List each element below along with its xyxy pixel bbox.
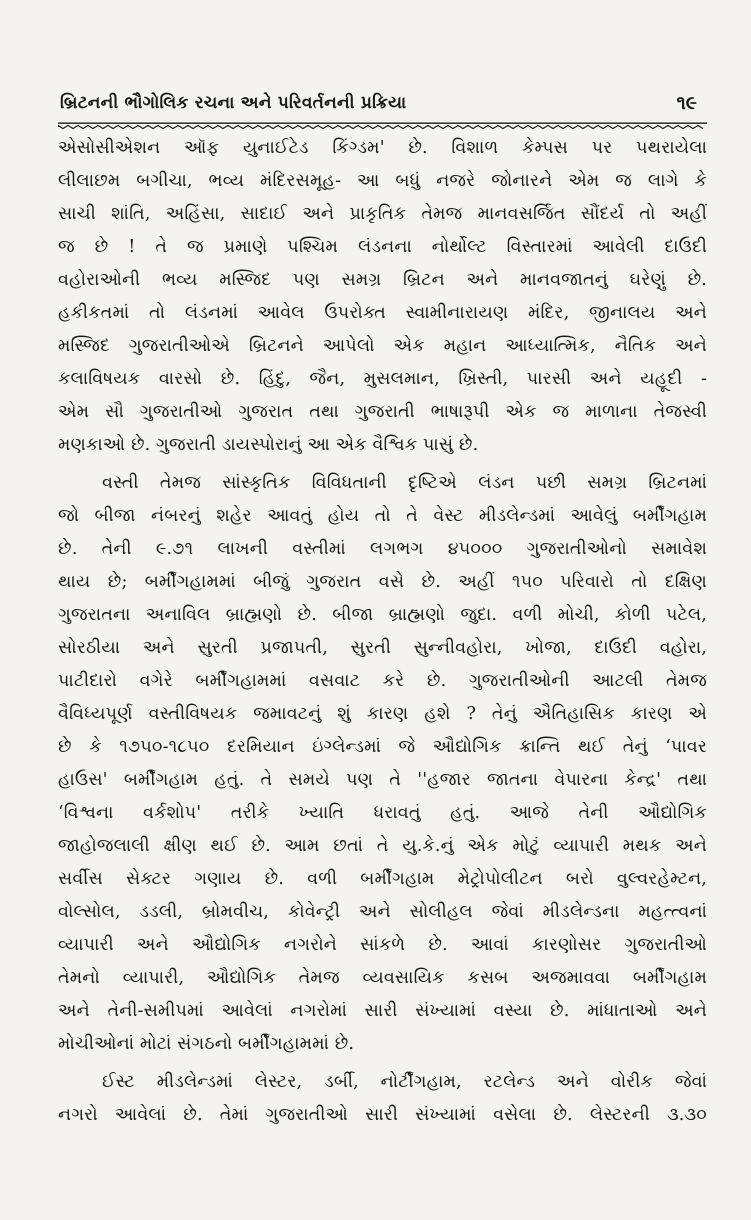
text-line: એમ સૌ ગુજરાતીઓ ગુજરાત તથા ગુજરાતી ભાષારૂપી એક જ માળાના તેજસ્વી bbox=[58, 402, 707, 422]
text-line: સોરઠીયા અને સુરતી પ્રજાપતી, સુરતી સુન્નીવહોરા, ખોજા, દાઉદી વહોરા, bbox=[58, 638, 707, 658]
text-line: તેમનો વ્યાપારી, ઔદ્યોગિક તેમજ વ્યવસાયિક કસબ અજમાવવા બર્મીંગહામ bbox=[58, 968, 707, 988]
text-line: વોલ્સોલ, ડડલી, બ્રોમવીચ, કોવેન્ટ્રી અને સોલીહલ જેવાં મીડલેન્ડના મહત્ત્વનાં bbox=[58, 902, 707, 922]
text-line: હાઉસ' બર્મીંગહામ હતું. તે સમયે પણ તે ''હજાર જાતના વેપારના કેન્દ્ર' તથા bbox=[58, 770, 707, 790]
text-line: અને તેની-સમીપમાં આવેલાં નગરોમાં સારી સંખ્યામાં વસ્યા છે. માંધાતાઓ અને bbox=[58, 1001, 707, 1021]
text-line: જો બીજા નંબરનું શહેર આવતું હોય તો તે વેસ્ટ મીડલેન્ડમાં આવેલું બર્મીંગહામ bbox=[58, 506, 707, 526]
header-rule bbox=[58, 122, 707, 130]
wavy-rule-ornament bbox=[58, 122, 707, 130]
paragraph-1 bbox=[58, 132, 707, 462]
text-line: સાચી શાંતિ, અહિંસા, સાદાઈ અને પ્રાકૃતિક તેમજ માનવસર્જિત સૌંદર્ય તો અહીં bbox=[58, 204, 707, 224]
chapter-title: બ્રિટનની ભૌગોલિક રચના અને પરિવર્તનની પ્રક્રિયા bbox=[60, 93, 407, 113]
text-line: મસ્જિદ ગુજરાતીઓએ બ્રિટનને આપેલો એક મહાન આધ્યાત્મિક, નૈતિક અને bbox=[58, 336, 707, 356]
paragraph-3 bbox=[58, 1066, 707, 1132]
text-line: સર્વીસ સેક્ટર ગણાય છે. વળી બર્મીંગહામ મેટ્રોપોલીટન બરો વુલ્વરહેમ્ટન, bbox=[58, 869, 707, 889]
text-line: એસોસીએશન ઑફ યુનાઈટેડ કિંગ્ડમ' છે. વિશાળ કેમ્પસ પર પથરાયેલા bbox=[58, 138, 707, 158]
text-line: થાય છે; બર્મીંગહામમાં બીજું ગુજરાત વસે છે. અહીં ૧૫૦ પરિવારો તો દક્ષિણ bbox=[58, 572, 707, 592]
text-line: વહોરાઓની ભવ્ય મસ્જિદ પણ સમગ્ર બ્રિટન અને માનવજાતનું ઘરેણું છે. bbox=[58, 270, 707, 290]
text-line: નગરો આવેલાં છે. તેમાં ગુજરાતીઓ સારી સંખ્યામાં વસેલા છે. લેસ્ટરની ૩.૩૦ bbox=[58, 1105, 707, 1125]
text-line: મણકાઓ છે. ગુજરાતી ડાયસ્પોરાનું આ એક વૈશ્વિક પાસું છે. bbox=[58, 435, 479, 455]
text-line: છે કે ૧૭૫૦-૧૮૫૦ દરમિયાન ઇંગ્લેન્ડમાં જે ઔદ્યોગિક ક્રાન્તિ થઈ તેનું ‘પાવર bbox=[58, 737, 707, 757]
text-line: વસ્તી તેમજ સાંસ્કૃતિક વિવિધતાની દૃષ્ટિએ લંડન પછી સમગ્ર બ્રિટનમાં bbox=[102, 473, 707, 493]
text-line: હકીકતમાં તો લંડનમાં આવેલ ઉપરોક્ત સ્વામીનારાયણ મંદિર, જીનાલય અને bbox=[58, 303, 707, 323]
text-line: જ છે ! તે જ પ્રમાણે પશ્ચિમ લંડનના નોર્થોલ્ટ વિસ્તારમાં આવેલી દાઉદી bbox=[58, 237, 707, 257]
text-line: વ્યાપારી અને ઔદ્યોગિક નગરોને સાંકળે છે. આવાં કારણોસર ગુજરાતીઓ bbox=[58, 935, 707, 955]
text-line: ઈસ્ટ મીડલેન્ડમાં લેસ્ટર, ડર્બી, નોર્ટીંગહામ, રટલેન્ડ અને વોરીક જેવાં bbox=[102, 1072, 707, 1092]
text-line: પાટીદારો વગેરે બર્મીંગહામમાં વસવાટ કરે છે. ગુજરાતીઓની આટલી તેમજ bbox=[58, 671, 707, 691]
text-line: છે. તેની ૯.૭૧ લાખની વસ્તીમાં લગભગ ૪૫૦૦૦ ગુજરાતીઓનો સમાવેશ bbox=[58, 539, 707, 559]
body-text bbox=[58, 132, 707, 1132]
text-line: ગુજરાતના અનાવિલ બ્રાહ્મણો છે. બીજા બ્રાહ્મણો જુદા. વળી મોચી, કોળી પટેલ, bbox=[58, 605, 707, 625]
text-line: ‘વિશ્વના વર્કશોપ' તરીકે ખ્યાતિ ધરાવતું હતું. આજે તેની ઔદ્યોગિક bbox=[58, 803, 707, 823]
text-line: વૈવિધ્યપૂર્ણ વસ્તીવિષયક જમાવટનું શું કારણ હશે ? તેનું ઐતિહાસિક કારણ એ bbox=[58, 704, 707, 724]
text-line: કલાવિષયક વારસો છે. હિંદુ, જૈન, મુસલમાન, ખ્રિસ્તી, પારસી અને યહૂદી - bbox=[58, 369, 707, 389]
text-line: લીલાછમ બગીચા, ભવ્ય મંદિરસમૂહ- આ બધું નજરે જોનારને એમ જ લાગે કે bbox=[58, 171, 707, 191]
page-number: ૧૯ bbox=[676, 92, 697, 114]
text-line: મોચીઓનાં મોટાં સંગઠનો બર્મીંગહામમાં છે. bbox=[58, 1034, 355, 1054]
paragraph-2 bbox=[58, 467, 707, 1061]
running-header bbox=[58, 92, 707, 114]
text-line: જાહોજલાલી ક્ષીણ થઈ છે. આમ છતાં તે યુ.કે.નું એક મોટું વ્યાપારી મથક અને bbox=[58, 836, 707, 856]
